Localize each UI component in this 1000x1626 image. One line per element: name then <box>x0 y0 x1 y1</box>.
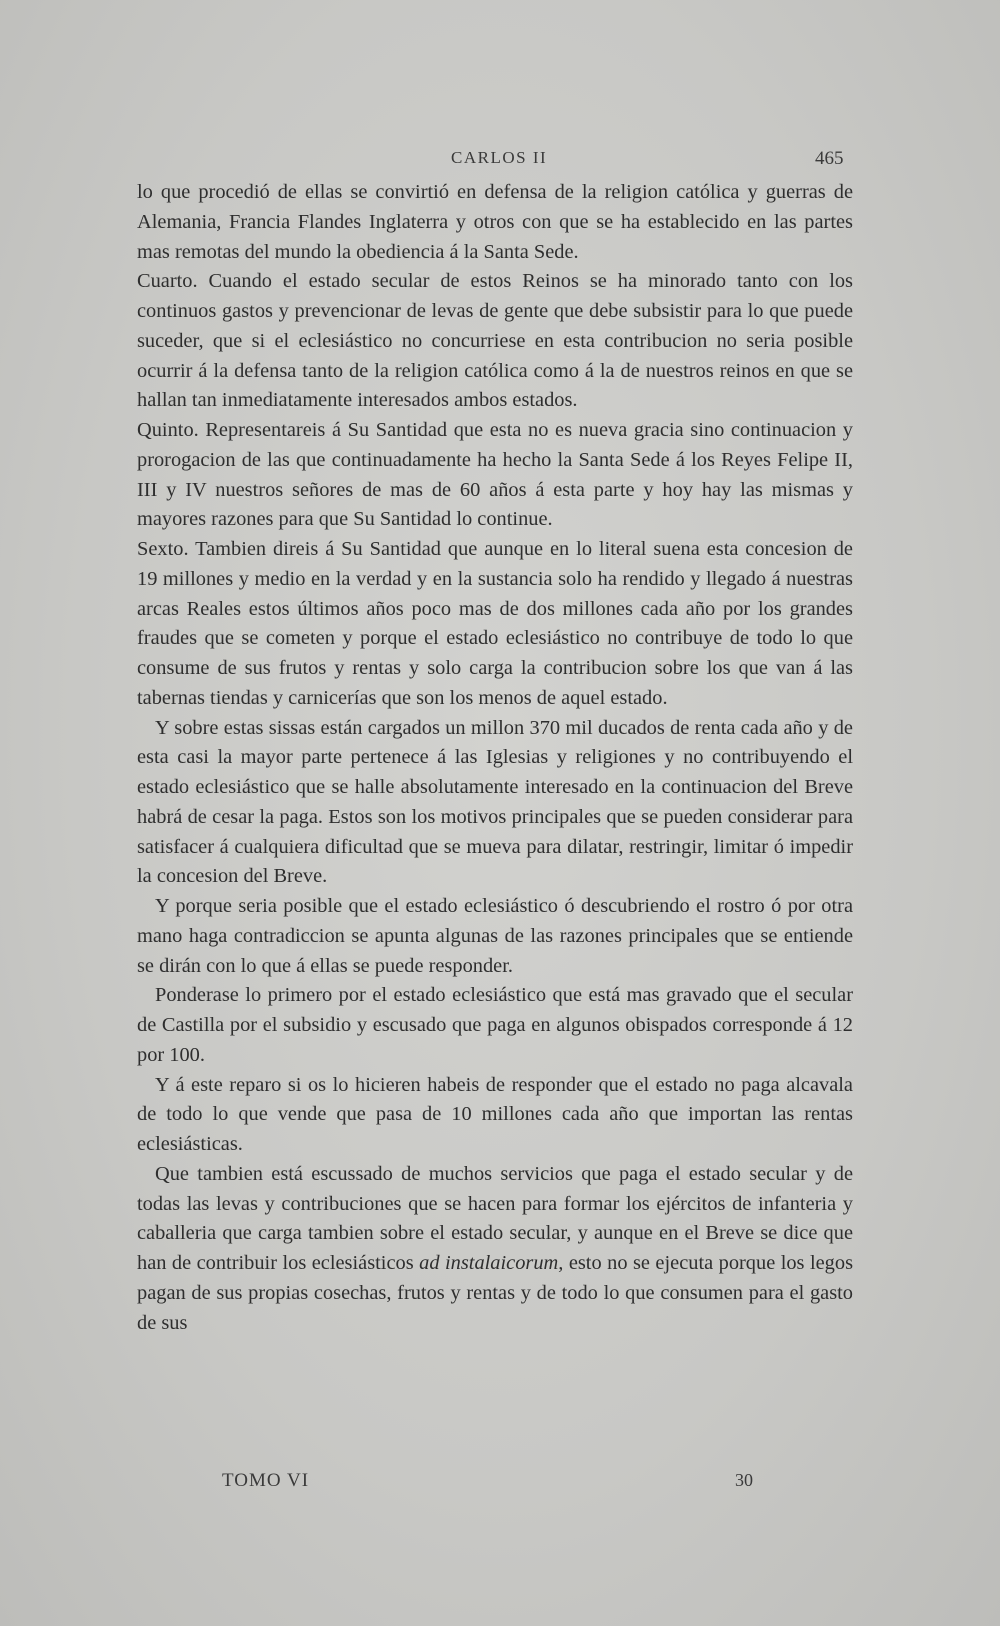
paragraph-6: Y porque seria posible que el estado eclesiástico ó descubriendo el rostro ó por otra mano haga contradiccion se apunta algunas de las razones principales que se entiende se dirán con lo que á ellas se puede responder. <box>137 895 853 977</box>
paragraph-1: lo que procedió de ellas se convirtió en defensa de la religion católica y guerras de Alemania, Francia Flandes Inglaterra y otros con que se ha establecido en las partes mas remotas del mundo la obediencia á la Santa Sede. <box>137 181 853 263</box>
body-text <box>137 178 853 1338</box>
paragraph-9-text-after: esto no se ejecuta porque los legos pagan de sus propias cosechas, frutos y rentas y de todo lo que consumen para el gasto de sus <box>137 1252 854 1334</box>
running-head <box>0 148 1000 172</box>
page-footer <box>0 1470 1000 1496</box>
paragraph-3: Quinto. Representareis á Su Santidad que esta no es nueva gracia sino continuacion y prorogacion de las que continuadamente ha hecho la Santa Sede á los Reyes Felipe II, III y IV nuestros señores de mas de 60 años á esta parte y hoy hay las mismas y mayores razones para que Su Santidad lo continue. <box>137 419 853 531</box>
paragraph-4: Sexto. Tambien direis á Su Santidad que aunque en lo literal suena esta concesion de 19 millones y medio en la verdad y en la sustancia solo ha rendido y llegado á nuestras arcas Reales estos últimos años poco mas de dos millones cada año por los grandes fraudes que se cometen y porque el estado eclesiástico no contribuye de todo lo que consume de sus frutos y rentas y solo carga la contribucion sobre los que van á las tabernas tiendas y carnicerías que son los menos de aquel estado. <box>137 538 853 709</box>
paragraph-9 <box>137 1160 853 1339</box>
footer-volume: TOMO VI <box>222 1470 310 1491</box>
paragraph-5: Y sobre estas sissas están cargados un millon 370 mil ducados de renta cada año y de esta casi la mayor parte pertenece á las Iglesias y religiones y no contribuyendo el estado eclesiástico que se halle absolutamente interesado en la continuacion del Breve habrá de cesar la paga. Estos son los motivos principales que se pueden considerar para satisfacer á cualquiera dificultad que se mueva para dilatar, restringir, limitar ó impedir la concesion del Breve. <box>137 716 853 888</box>
running-title: CARLOS II <box>451 148 548 167</box>
paragraph-8: Y á este reparo si os lo hicieren habeis de responder que el estado no paga alcavala de todo lo que vende que pasa de 10 millones cada año que importan las rentas eclesiásticas. <box>137 1073 853 1155</box>
footer-signature: 30 <box>735 1470 753 1490</box>
paragraph-7: Ponderase lo primero por el estado eclesiástico que está mas gravado que el secular de Castilla por el subsidio y escusado que paga en algunos obispados corresponde á 12 por 100. <box>137 984 853 1066</box>
paragraph-9-latin-phrase: ad instalaicorum, <box>419 1252 564 1274</box>
page-number: 465 <box>815 148 844 169</box>
paragraph-2: Cuarto. Cuando el estado secular de estos Reinos se ha minorado tanto con los continuos gastos y prevencionar de levas de gente que debe subsistir para lo que puede suceder, que si el eclesiástico no concurriese en esta contribucion no seria posible ocurrir á la defensa tanto de la religion católica como á la de nuestros reinos en que se hallan tan inmediatamente interesados ambos estados. <box>137 270 853 412</box>
paragraph-9-text-before: Que tambien está escussado de muchos servicios que paga el estado secular y de todas las levas y contribuciones que se hacen para formar los ejércitos de infanteria y caballeria que carga tambien sobre el estado secular, y aunque en el Breve se dice que han de contribuir los eclesiásticos <box>137 1162 853 1274</box>
